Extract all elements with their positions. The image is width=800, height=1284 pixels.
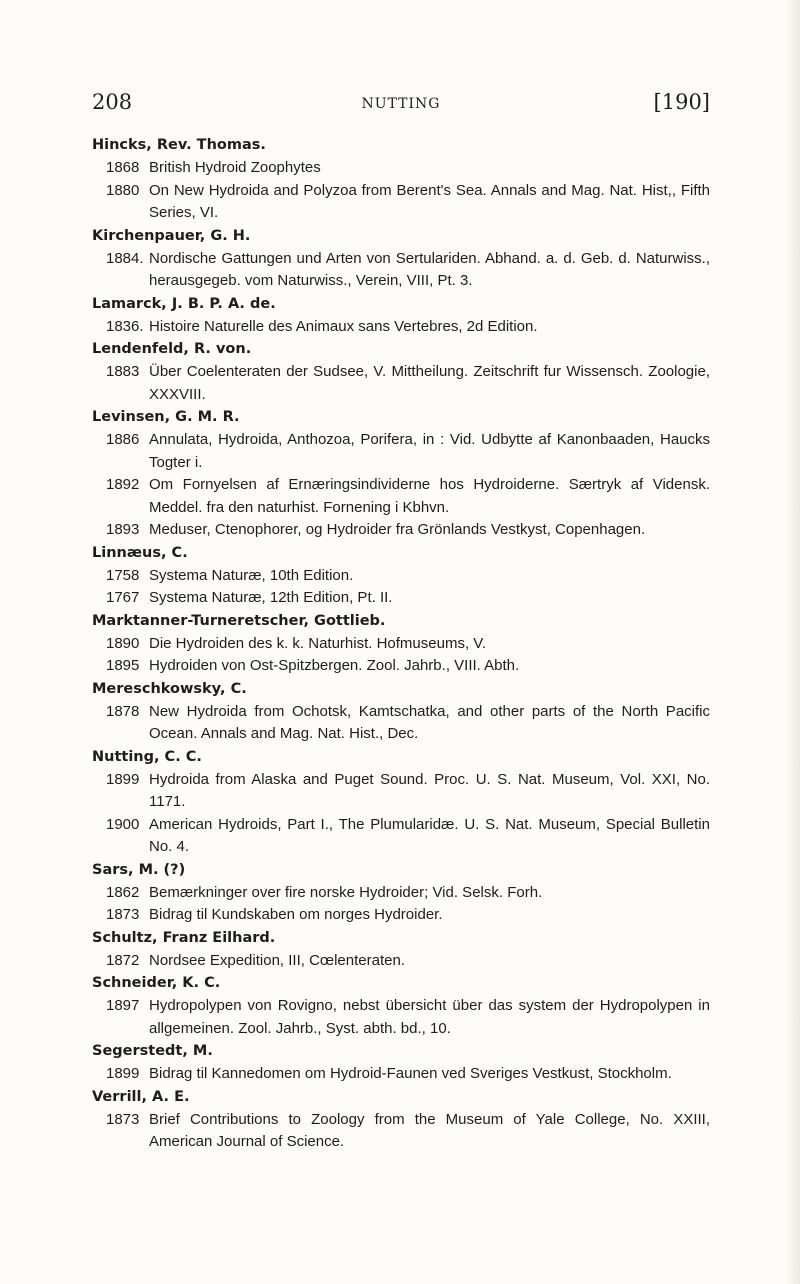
work-citation — [106, 882, 710, 905]
work-year: 1868 — [106, 159, 140, 176]
work-year: 1895 — [106, 657, 140, 674]
work-year: 1900 — [106, 815, 140, 833]
work-citation — [106, 361, 710, 406]
work-citation — [106, 995, 710, 1040]
work-title: Hydropolypen von Rovigno, nebst übersicht über das system der Hydropolypen in allgemeinen. Zool. Jahrb., Syst. abth. bd., 10. — [149, 997, 710, 1037]
bibliography-entry — [92, 134, 710, 225]
work-title: New Hydroida from Ochotsk, Kamtschatka, and other parts of the North Pacific Ocean. Annals and Mag. Nat. Hist., Dec. — [149, 702, 710, 742]
work-citation — [106, 950, 710, 973]
work-title: Systema Naturæ, 12th Edition, Pt. II. — [149, 589, 393, 606]
author-name: Mereschkowsky, C. — [92, 680, 247, 697]
bibliography-entry — [92, 293, 710, 339]
bibliography-entry — [92, 225, 710, 293]
work-title: Annulata, Hydroida, Anthozoa, Porifera, in : Vid. Udbytte af Kanonbaaden, Haucks Togter i. — [149, 431, 710, 471]
work-year: 1890 — [106, 634, 140, 652]
bibliography-entry — [92, 1040, 710, 1086]
work-title: Hydroiden von Ost-Spitzbergen. Zool. Jahrb., VIII. Abth. — [149, 657, 520, 674]
work-title: Bidrag til Kannedomen om Hydroid-Faunen ved Sveriges Vestkust, Stockholm. — [149, 1065, 672, 1082]
work-title: Systema Naturæ, 10th Edition. — [149, 566, 354, 584]
bibliography-entry — [92, 542, 710, 610]
work-citation — [106, 769, 710, 814]
work-citation — [106, 904, 710, 927]
work-citation — [106, 429, 710, 474]
author-name: Sars, M. (?) — [92, 861, 186, 878]
work-citation — [106, 157, 710, 180]
author-name: Verrill, A. E. — [92, 1088, 190, 1105]
work-citation — [106, 1109, 710, 1154]
work-citation — [106, 180, 710, 225]
work-citation — [106, 655, 710, 678]
author-name: Lendenfeld, R. von. — [92, 341, 252, 357]
work-citation — [106, 1063, 710, 1086]
bibliography-list — [92, 134, 710, 1154]
author-name: Levinsen, G. M. R. — [92, 409, 240, 425]
work-title: Nordsee Expedition, III, Cœlenteraten. — [149, 951, 405, 969]
work-year: 1873 — [106, 906, 140, 923]
bibliography-entry — [92, 859, 710, 927]
work-title: Hydroida from Alaska and Puget Sound. Proc. U. S. Nat. Museum, Vol. XXI, No. 1171. — [149, 770, 710, 810]
bibliography-entry — [92, 406, 710, 542]
work-year: 1899 — [106, 770, 140, 788]
work-year: 1767 — [106, 589, 140, 606]
bibliography-entry — [92, 610, 710, 678]
work-citation — [106, 814, 710, 859]
author-name: Schneider, K. C. — [92, 975, 221, 991]
work-year: 1892 — [106, 476, 140, 493]
work-title: Meduser, Ctenophorer, og Hydroider fra Grönlands Vestkyst, Copenhagen. — [149, 521, 646, 538]
work-year: 1878 — [106, 702, 140, 720]
author-name: Lamarck, J. B. P. A. de. — [92, 295, 276, 312]
work-year: 1862 — [106, 883, 140, 901]
work-title: Bidrag til Kundskaben om norges Hydroider. — [149, 906, 443, 923]
running-title: NUTTING — [361, 96, 441, 112]
work-title: Om Fornyelsen af Ernæringsindividerne hos Hydroiderne. Særtryk af Vidensk. Meddel. fra den naturhist. Fornening i Kbhvn. — [149, 476, 710, 516]
author-name: Nutting, C. C. — [92, 748, 202, 765]
work-year: 1899 — [106, 1065, 140, 1082]
page-header — [92, 90, 710, 134]
work-year: 1884. — [106, 249, 144, 267]
work-year: 1880 — [106, 181, 140, 199]
work-year: 1758 — [106, 566, 140, 584]
work-citation — [106, 248, 710, 293]
work-citation — [106, 701, 710, 746]
work-citation — [106, 633, 710, 656]
work-title: Bemærkninger over fire norske Hydroider; Vid. Selsk. Forh. — [149, 883, 543, 901]
work-year: 1897 — [106, 997, 140, 1014]
work-citation — [106, 474, 710, 519]
author-name: Segerstedt, M. — [92, 1043, 213, 1059]
bibliography-entry — [92, 338, 710, 406]
bibliography-entry — [92, 927, 710, 973]
work-title: British Hydroid Zoophytes — [149, 159, 321, 176]
author-name: Linnæus, C. — [92, 544, 188, 561]
work-year: 1886 — [106, 431, 140, 448]
work-title: Die Hydroiden des k. k. Naturhist. Hofmuseums, V. — [149, 634, 487, 652]
document-page — [92, 90, 710, 1154]
work-citation — [106, 587, 710, 610]
author-name: Marktanner-Turneretscher, Gottlieb. — [92, 612, 386, 629]
bibliography-entry — [92, 1086, 710, 1154]
author-name: Kirchenpauer, G. H. — [92, 227, 251, 244]
work-year: 1836. — [106, 317, 144, 335]
work-title: Nordische Gattungen und Arten von Sertulariden. Abhand. a. d. Geb. d. Naturwiss., herausgegeb. vom Naturwiss., Verein, VIII, Pt. 3. — [149, 249, 710, 289]
work-title: Über Coelenteraten der Sudsee, V. Mittheilung. Zeitschrift fur Wissensch. Zoologie, XXXVIII. — [149, 363, 710, 403]
work-title: On New Hydroida and Polyzoa from Berent's Sea. Annals and Mag. Nat. Hist,, Fifth Series, VI. — [149, 181, 710, 221]
work-title: American Hydroids, Part I., The Plumularidæ. U. S. Nat. Museum, Special Bulletin No. 4. — [149, 815, 710, 855]
bibliography-entry — [92, 678, 710, 746]
bibliography-entry — [92, 746, 710, 859]
page-edge-shadow — [786, 0, 800, 1284]
bracket-page-number: [190] — [653, 90, 710, 114]
author-name: Hincks, Rev. Thomas. — [92, 137, 266, 153]
work-title: Brief Contributions to Zoology from the Museum of Yale College, No. XXIII, American Journal of Science. — [149, 1110, 710, 1150]
work-year: 1872 — [106, 951, 140, 969]
work-citation — [106, 519, 710, 542]
work-year: 1873 — [106, 1110, 140, 1128]
work-citation — [106, 316, 710, 339]
work-year: 1893 — [106, 521, 140, 538]
page-number: 208 — [92, 90, 133, 114]
bibliography-entry — [92, 972, 710, 1040]
work-citation — [106, 565, 710, 588]
work-year: 1883 — [106, 363, 140, 380]
work-title: Histoire Naturelle des Animaux sans Vertebres, 2d Edition. — [149, 317, 538, 335]
author-name: Schultz, Franz Eilhard. — [92, 929, 276, 946]
